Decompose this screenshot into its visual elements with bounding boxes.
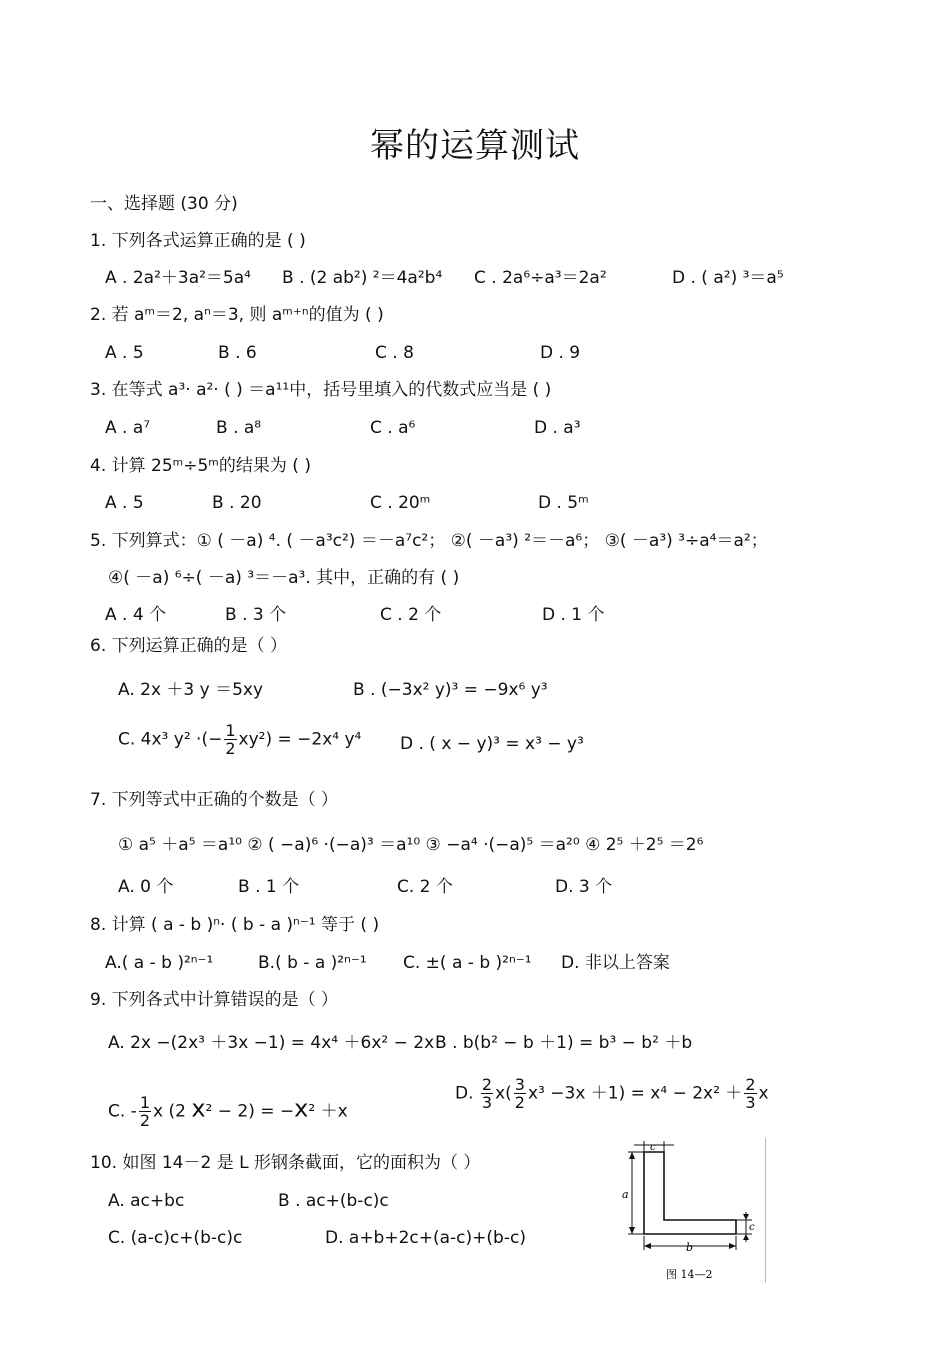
q9-option-d-fraction3 [744, 1076, 756, 1111]
q6-option-c-fraction [224, 722, 236, 757]
q3-option-a: A . a⁷ [105, 418, 151, 438]
fraction-numerator: 3 [514, 1075, 525, 1094]
arrow-head [629, 1227, 635, 1234]
q10-option-d: D. a+b+2c+(a-c)+(b-c) [325, 1228, 526, 1248]
q9-option-d-fraction2 [514, 1076, 526, 1111]
q3-option-d: D . a³ [534, 418, 581, 438]
arrow-head [743, 1214, 749, 1220]
q9-option-c-part: x (2 [153, 1101, 192, 1122]
fraction-numerator: 2 [745, 1075, 756, 1094]
fraction-numerator: 2 [481, 1075, 493, 1094]
arrow-head [644, 1243, 651, 1249]
q7-stem: 7. 下列等式中正确的个数是（ ） [90, 790, 339, 810]
arrow-head [729, 1243, 736, 1249]
q8-option-d: D. 非以上答案 [561, 953, 670, 973]
q9-option-c-x: x [191, 1094, 206, 1123]
dim-label-b: b [686, 1241, 694, 1254]
q2-option-c: C . 8 [375, 343, 414, 363]
q9-option-c-part2: ² − 2) = − [205, 1101, 295, 1122]
q2-stem: 2. 若 aᵐ＝2, aⁿ＝3, 则 aᵐ⁺ⁿ的值为 ( ) [90, 305, 384, 325]
figure-caption: 图 14—2 [666, 1268, 713, 1281]
fraction-numerator: 1 [225, 721, 236, 740]
q4-option-a: A . 5 [105, 493, 144, 513]
q5-option-d: D . 1 个 [542, 605, 605, 625]
q9-option-d-label: D. [455, 1083, 474, 1104]
q6-option-a: A. 2x ＋3 y ＝5xy [118, 680, 264, 700]
q9-option-c-x2: x [294, 1094, 309, 1123]
q5-stem-continued: ④( －a) ⁶÷( －a) ³＝－a³. 其中，正确的有 ( ) [108, 568, 460, 588]
q10-stem: 10. 如图 14－2 是 L 形钢条截面，它的面积为（ ） [90, 1153, 481, 1173]
q5-option-a: A . 4 个 [105, 605, 167, 625]
q9-option-d-fraction1 [481, 1076, 493, 1111]
q9-option-d-part2: x³ −3x ＋1) = x⁴ − 2x² ＋ [527, 1083, 743, 1104]
q10-option-b: B . ac+(b-c)c [278, 1191, 389, 1211]
q9-option-a: A. 2x −(2x³ ＋3x −1) = 4x⁴ ＋6x² − 2x [108, 1033, 435, 1053]
q4-stem: 4. 计算 25ᵐ÷5ᵐ的结果为 ( ) [90, 456, 311, 476]
fraction-numerator: 1 [139, 1093, 150, 1112]
q6-option-c-suffix: xy²) = −2x⁴ y⁴ [238, 729, 362, 750]
fraction-denominator: 3 [745, 1093, 756, 1112]
q2-option-a: A . 5 [105, 343, 144, 363]
q5-option-b: B . 3 个 [225, 605, 287, 625]
q9-option-c [108, 1094, 348, 1129]
q6-option-b: B . (−3x² y)³ = −9x⁶ y³ [353, 680, 548, 700]
q9-option-d [455, 1076, 769, 1111]
q8-option-a: A.( a - b )²ⁿ⁻¹ [105, 953, 214, 973]
q9-option-c-prefix: C. - [108, 1101, 137, 1122]
q9-option-c-fraction [139, 1094, 151, 1129]
q6-option-c [118, 722, 361, 757]
fraction-denominator: 2 [225, 739, 236, 758]
q3-stem: 3. 在等式 a³· a²· ( ) ＝a¹¹中，括号里填入的代数式应当是 ( ) [90, 380, 552, 400]
q7-items: ① a⁵ ＋a⁵ ＝a¹⁰ ② ( −a)⁶ ·(−a)³ ＝a¹⁰ ③ −a⁴ ·(−a)⁵ ＝a²⁰ ④ 2⁵ ＋2⁵ ＝2⁶ [118, 835, 704, 855]
q9-stem: 9. 下列各式中计算错误的是（ ） [90, 990, 339, 1010]
q1-option-d: D . ( a²) ³＝a⁵ [672, 268, 784, 288]
fraction-denominator: 2 [139, 1111, 150, 1130]
fraction-denominator: 3 [481, 1093, 493, 1112]
section-heading: 一、选择题 (30 分) [90, 194, 238, 214]
dim-label-c-top: c [650, 1142, 656, 1153]
fraction-denominator: 2 [514, 1093, 525, 1112]
q1-option-b: B . (2 ab²) ²＝4a²b⁴ [282, 268, 443, 288]
l-shape-outline [644, 1152, 736, 1234]
q3-option-c: C . a⁶ [370, 418, 416, 438]
page-title: 幂的运算测试 [370, 126, 580, 166]
q4-option-b: B . 20 [212, 493, 262, 513]
dim-label-a: a [622, 1188, 629, 1201]
q1-option-a: A . 2a²＋3a²＝5a⁴ [105, 268, 251, 288]
q9-option-d-part: x( [495, 1083, 512, 1104]
q8-option-b: B.( b - a )²ⁿ⁻¹ [258, 953, 367, 973]
q8-stem: 8. 计算 ( a - b )ⁿ· ( b - a )ⁿ⁻¹ 等于 ( ) [90, 915, 380, 935]
q10-option-a: A. ac+bc [108, 1191, 185, 1211]
q7-option-d: D. 3 个 [555, 877, 613, 897]
q4-option-c: C . 20ᵐ [370, 493, 431, 513]
q4-option-d: D . 5ᵐ [538, 493, 589, 513]
l-shape-figure [618, 1138, 768, 1283]
q9-option-d-suffix: x [758, 1083, 769, 1104]
q2-option-d: D . 9 [540, 343, 581, 363]
q6-stem: 6. 下列运算正确的是（ ） [90, 636, 288, 656]
q5-option-c: C . 2 个 [380, 605, 442, 625]
q8-option-c: C. ±( a - b )²ⁿ⁻¹ [403, 953, 532, 973]
arrow-head [629, 1152, 635, 1159]
q7-option-b: B . 1 个 [238, 877, 300, 897]
q1-option-c: C . 2a⁶÷a³＝2a² [474, 268, 607, 288]
q2-option-b: B . 6 [218, 343, 257, 363]
arrow-head [743, 1234, 749, 1240]
dim-label-c-right: c [749, 1222, 755, 1233]
q6-option-d: D . ( x − y)³ = x³ − y³ [400, 734, 584, 754]
q6-option-c-prefix: C. 4x³ y² ·(− [118, 729, 223, 750]
q1-stem: 1. 下列各式运算正确的是 ( ) [90, 231, 306, 251]
q7-option-c: C. 2 个 [397, 877, 453, 897]
q7-option-a: A. 0 个 [118, 877, 174, 897]
q9-option-b: B . b(b² − b ＋1) = b³ − b² ＋b [435, 1033, 693, 1053]
q3-option-b: B . a⁸ [216, 418, 262, 438]
q5-stem: 5. 下列算式：① ( －a) ⁴. ( －a³c²) ＝－a⁷c²； ②( －a³) ²＝－a⁶； ③( －a³) ³÷a⁴＝a²； [90, 531, 768, 551]
q9-option-c-suffix: ² ＋x [308, 1101, 348, 1122]
q10-option-c: C. (a-c)c+(b-c)c [108, 1228, 243, 1248]
